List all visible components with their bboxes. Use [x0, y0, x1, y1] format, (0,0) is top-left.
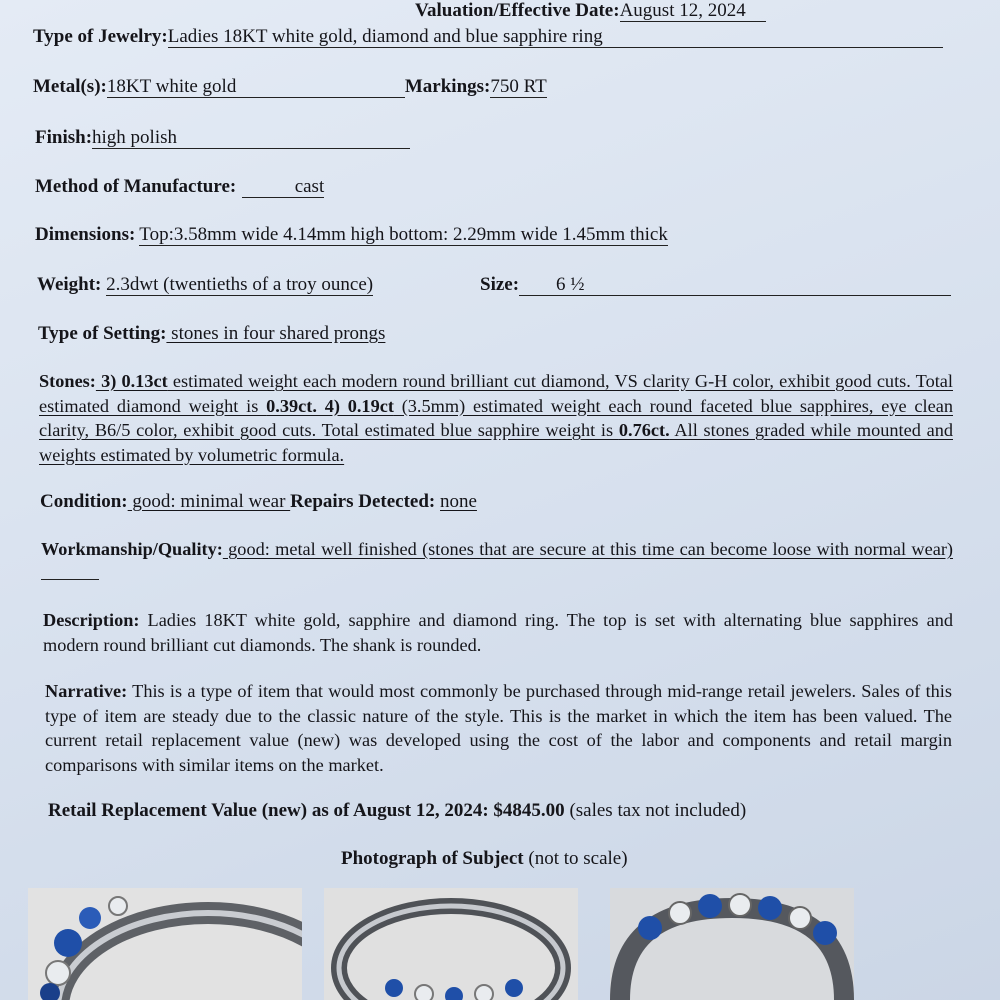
- size-row: [480, 274, 951, 296]
- stones-sapphire-total: 0.76ct.: [618, 420, 670, 440]
- condition-value: good: minimal wear: [127, 491, 291, 512]
- valuation-date-value: August 12, 2024: [620, 1, 766, 22]
- condition-row: [40, 491, 477, 513]
- description-value: Ladies 18KT white gold, sapphire and diamond ring. The top is set with alternating blue sapphires and modern round brilliant cut diamonds. The shank is rounded.: [43, 610, 953, 655]
- stones-label: Stones:: [39, 371, 96, 391]
- repairs-label: Repairs Detected:: [290, 491, 436, 512]
- stones-note: All stones graded while mounted and weights estimated by volumetric formula.: [39, 420, 953, 465]
- type-of-jewelry-label: Type of Jewelry:: [33, 26, 168, 47]
- photograph-label: Photograph of Subject: [341, 848, 524, 869]
- photograph-note: (not to scale): [523, 848, 628, 869]
- size-value: 6 ½: [519, 275, 951, 296]
- metals-label: Metal(s):: [33, 76, 107, 97]
- weight-value: 2.3dwt (twentieths of a troy ounce): [106, 274, 374, 295]
- manufacture-label: Method of Manufacture:: [35, 176, 237, 197]
- ring-photo-3: [610, 888, 854, 1000]
- dimensions-row: [35, 224, 668, 246]
- metals-value: 18KT white gold: [107, 77, 405, 98]
- ring-photo-2: [324, 888, 578, 1000]
- type-of-jewelry-row: [33, 26, 943, 48]
- manufacture-value: cast: [242, 177, 324, 198]
- repairs-value: none: [440, 491, 477, 512]
- description-label: Description:: [43, 610, 140, 630]
- condition-label: Condition:: [40, 491, 128, 512]
- setting-row: [38, 323, 385, 345]
- narrative-value: This is a type of item that would most commonly be purchased through mid-range retail jewelers. Sales of this type of item are steady due to the classic nature of the style. This is the market in which the item has been valued. The current retail replacement value (new) was developed using the cost of the labor and components and retail margin comparisons with similar items on the market.: [45, 681, 952, 775]
- retail-value-note: (sales tax not included): [564, 800, 747, 821]
- stones-sapphire-weight: 0.39ct. 4) 0.19ct: [266, 395, 394, 416]
- finish-row: [35, 127, 410, 149]
- manufacture-row: [35, 176, 324, 198]
- retail-value-label: Retail Replacement Value (new) as of August 12, 2024: $4845.00: [48, 800, 565, 821]
- workmanship-value: good: metal well finished (stones that are secure at this time can become loose with normal wear): [222, 539, 953, 559]
- narrative-paragraph: [45, 679, 952, 777]
- retail-value-row: [48, 800, 746, 822]
- weight-label: Weight:: [37, 274, 102, 295]
- finish-label: Finish:: [35, 127, 93, 148]
- size-label: Size:: [480, 274, 520, 295]
- setting-value: stones in four shared prongs: [166, 323, 386, 344]
- workmanship-paragraph: [41, 537, 953, 586]
- narrative-label: Narrative:: [45, 681, 128, 701]
- setting-label: Type of Setting:: [38, 323, 167, 344]
- photograph-heading: [341, 848, 628, 870]
- description-paragraph: [43, 608, 953, 657]
- workmanship-label: Workmanship/Quality:: [41, 539, 223, 559]
- valuation-date-label: Valuation/Effective Date:: [415, 0, 620, 21]
- ring-photo-1: [28, 888, 302, 1000]
- finish-value: high polish: [92, 128, 410, 149]
- stones-diamond-weight: 3) 0.13ct: [95, 371, 168, 391]
- metals-row: [33, 76, 547, 98]
- stones-paragraph: [39, 369, 953, 467]
- weight-row: [37, 274, 373, 296]
- type-of-jewelry-value: Ladies 18KT white gold, diamond and blue sapphire ring: [168, 27, 943, 48]
- stones-sapphire-text: (3.5mm) estimated weight each round faceted blue sapphires, eye clean clarity, B6/5 color, exhibit good cuts. Total estimated blue sapphire weight is: [39, 395, 953, 440]
- markings-label: Markings:: [404, 76, 491, 97]
- workmanship-blank-line: [41, 563, 99, 580]
- valuation-date-row: [415, 0, 766, 22]
- dimensions-label: Dimensions:: [35, 224, 136, 245]
- stones-diamond-text: estimated weight each modern round brilliant cut diamond, VS clarity G-H color, exhibit good cuts. Total estimated diamond weight is: [39, 371, 953, 416]
- dimensions-value: Top:3.58mm wide 4.14mm high bottom: 2.29mm wide 1.45mm thick: [139, 224, 668, 245]
- markings-value: 750 RT: [490, 76, 547, 97]
